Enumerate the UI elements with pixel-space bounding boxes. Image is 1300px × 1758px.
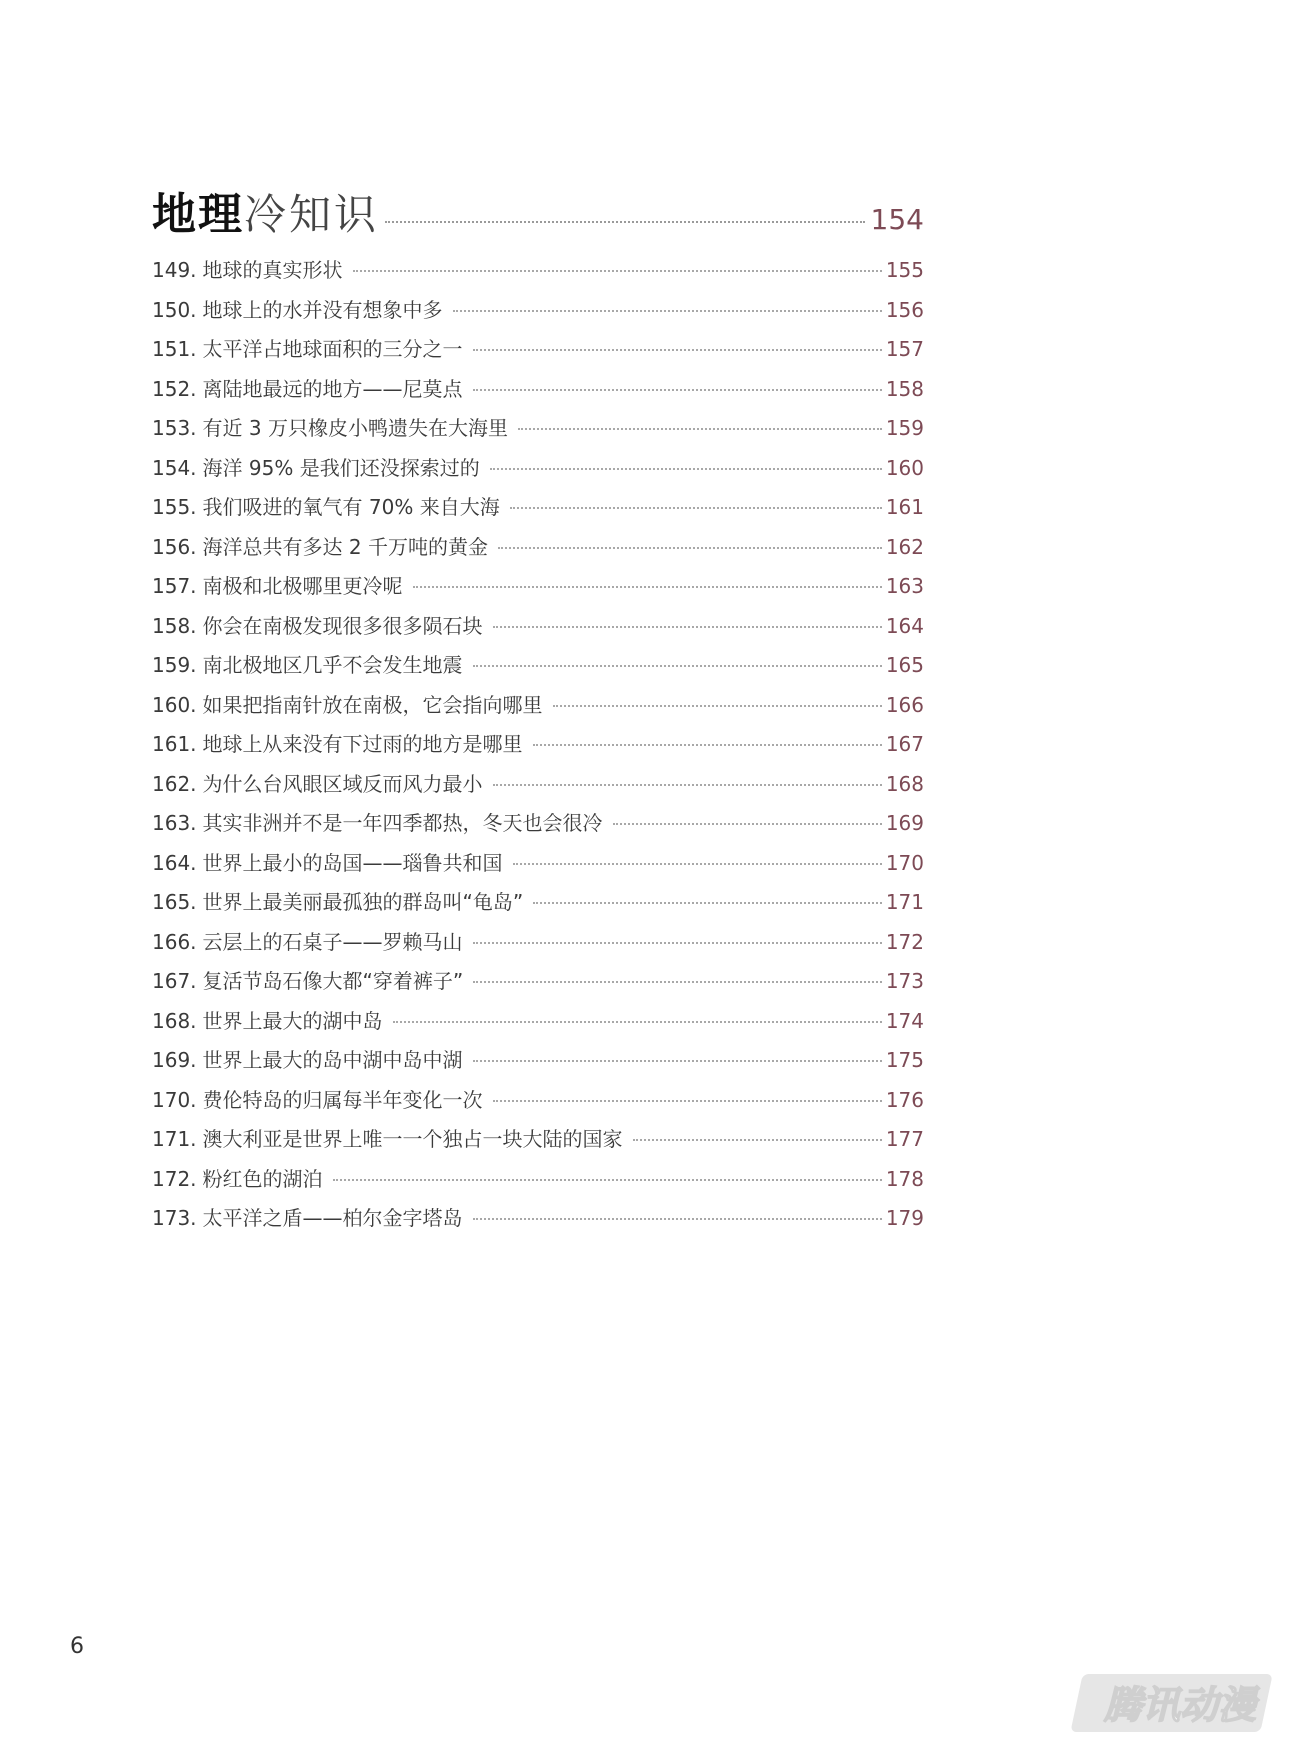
toc-entry[interactable] <box>152 373 924 413</box>
toc-entry[interactable] <box>152 1123 924 1163</box>
toc-entry-number: 166. <box>152 929 197 954</box>
toc-entry[interactable] <box>152 570 924 610</box>
toc-entry-title: 我们吸进的氧气有 70% 来自大海 <box>202 495 500 519</box>
toc-entry-page: 164 <box>885 613 924 638</box>
dot-leader <box>518 428 882 430</box>
toc-entry-number: 164. <box>152 850 197 875</box>
toc-entry[interactable] <box>152 610 924 650</box>
toc-entry-page: 174 <box>885 1008 924 1033</box>
dot-leader <box>393 1021 882 1023</box>
toc-entry[interactable] <box>152 254 924 294</box>
toc-entry-number: 152. <box>152 376 197 401</box>
toc-entry[interactable] <box>152 728 924 768</box>
section-heading[interactable] <box>152 178 924 240</box>
toc-entry-number: 160. <box>152 692 197 717</box>
toc-entry-page: 159 <box>885 416 924 440</box>
dot-leader <box>493 784 882 786</box>
toc-entry-number: 158. <box>152 613 197 638</box>
toc-entry-number: 167. <box>152 969 197 993</box>
dot-leader <box>473 389 882 391</box>
toc-entry[interactable] <box>152 965 924 1005</box>
toc-entry-title: 南北极地区几乎不会发生地震 <box>202 653 463 677</box>
toc-entry[interactable] <box>152 926 924 966</box>
dot-leader <box>473 1060 882 1062</box>
toc-entry[interactable] <box>152 1084 924 1124</box>
toc-entry-title: 有近 3 万只橡皮小鸭遗失在大海里 <box>202 416 508 440</box>
toc-entry-number: 172. <box>152 1166 197 1191</box>
toc-entry-title: 你会在南极发现很多很多陨石块 <box>202 613 483 638</box>
toc-entry-page: 163 <box>885 574 924 598</box>
dot-leader <box>473 349 882 351</box>
svg-text:腾讯动漫: 腾讯动漫 <box>1103 1683 1257 1727</box>
toc-entry-page: 158 <box>885 376 924 401</box>
dot-leader <box>533 902 882 904</box>
toc-entry-title: 世界上最大的湖中岛 <box>202 1008 383 1033</box>
toc-entry-number: 161. <box>152 732 197 756</box>
toc-entry-number: 170. <box>152 1087 197 1112</box>
toc-entry-number: 155. <box>152 495 197 519</box>
dot-leader <box>513 863 882 865</box>
toc-entry-page: 169 <box>885 811 924 835</box>
toc-entry-number: 153. <box>152 416 197 440</box>
dot-leader <box>553 705 882 707</box>
toc-entry-number: 156. <box>152 534 197 559</box>
toc-entry[interactable] <box>152 649 924 689</box>
toc-entry[interactable] <box>152 1202 924 1242</box>
toc-entry[interactable] <box>152 1005 924 1045</box>
toc-entry-page: 168 <box>885 771 924 796</box>
toc-entry[interactable] <box>152 689 924 729</box>
toc-entry-title: 地球上从来没有下过雨的地方是哪里 <box>202 732 523 756</box>
dot-leader <box>473 1218 882 1220</box>
dot-leader <box>453 310 882 312</box>
toc-entry-page: 167 <box>885 732 924 756</box>
dot-leader <box>473 665 882 667</box>
toc-entry-number: 157. <box>152 574 197 598</box>
toc-entry-number: 168. <box>152 1008 197 1033</box>
toc-entry-title: 海洋 95% 是我们还没探索过的 <box>202 455 480 480</box>
dot-leader <box>473 981 882 983</box>
toc-entry-title: 为什么台风眼区域反而风力最小 <box>202 771 483 796</box>
toc-entry[interactable] <box>152 491 924 531</box>
dot-leader <box>353 270 882 272</box>
dot-leader <box>493 1100 882 1102</box>
dot-leader <box>613 823 882 825</box>
toc-entry-page: 160 <box>885 455 924 480</box>
dot-leader <box>333 1179 882 1181</box>
toc-entry-number: 162. <box>152 771 197 796</box>
toc-entry-page: 165 <box>885 653 924 677</box>
dot-leader <box>510 507 882 509</box>
table-of-contents <box>152 178 924 1242</box>
toc-entry-title: 地球上的水并没有想象中多 <box>202 297 443 322</box>
toc-entry-number: 173. <box>152 1206 197 1230</box>
toc-entry-title: 地球的真实形状 <box>202 258 343 282</box>
toc-entry-number: 169. <box>152 1048 197 1072</box>
toc-entry-title: 世界上最小的岛国——瑙鲁共和国 <box>202 850 503 875</box>
toc-entry[interactable] <box>152 294 924 334</box>
toc-entry[interactable] <box>152 768 924 808</box>
toc-entry-title: 海洋总共有多达 2 千万吨的黄金 <box>202 534 488 559</box>
dot-leader <box>385 221 865 223</box>
section-page-number: 154 <box>870 203 924 236</box>
toc-entry[interactable] <box>152 412 924 452</box>
dot-leader <box>498 547 882 549</box>
toc-entry-title: 南极和北极哪里更冷呢 <box>202 574 403 598</box>
toc-entry[interactable] <box>152 847 924 887</box>
toc-entry-number: 154. <box>152 455 197 480</box>
toc-entry-number: 163. <box>152 811 197 835</box>
toc-entry-title: 太平洋占地球面积的三分之一 <box>202 337 463 361</box>
toc-entry-title: 世界上最大的岛中湖中岛中湖 <box>202 1048 463 1072</box>
toc-entry[interactable] <box>152 1044 924 1084</box>
toc-entry-title: 粉红色的湖泊 <box>202 1166 323 1191</box>
toc-entry-page: 172 <box>885 929 924 954</box>
dot-leader <box>633 1139 882 1141</box>
dot-leader <box>490 468 882 470</box>
toc-entry-number: 171. <box>152 1127 197 1151</box>
toc-entry-number: 165. <box>152 890 197 914</box>
toc-entry[interactable] <box>152 886 924 926</box>
toc-entry-page: 173 <box>885 969 924 993</box>
toc-entry[interactable] <box>152 452 924 492</box>
toc-entry[interactable] <box>152 807 924 847</box>
toc-entry[interactable] <box>152 333 924 373</box>
dot-leader <box>493 626 882 628</box>
dot-leader <box>533 744 882 746</box>
toc-entry-title: 复活节岛石像大都“穿着裤子” <box>202 969 464 993</box>
toc-entry-number: 151. <box>152 337 197 361</box>
toc-entry-page: 177 <box>885 1127 924 1151</box>
page-number: 6 <box>70 1634 84 1659</box>
toc-entry-page: 171 <box>885 890 924 914</box>
toc-entry-page: 175 <box>885 1048 924 1072</box>
dot-leader <box>413 586 882 588</box>
toc-entry-title: 世界上最美丽最孤独的群岛叫“龟岛” <box>202 890 524 914</box>
toc-entry-title: 离陆地最远的地方——尼莫点 <box>202 376 463 401</box>
toc-entry-number: 150. <box>152 297 197 322</box>
toc-entry-title: 澳大利亚是世界上唯一一个独占一块大陆的国家 <box>202 1127 623 1151</box>
toc-entry-title: 其实非洲并不是一年四季都热，冬天也会很冷 <box>202 811 603 835</box>
dot-leader <box>473 942 882 944</box>
toc-entry-number: 159. <box>152 653 197 677</box>
toc-entry-page: 170 <box>885 850 924 875</box>
tencent-comics-watermark-logo <box>1062 1668 1282 1740</box>
toc-entry-page: 166 <box>885 692 924 717</box>
toc-entry-title: 费伦特岛的归属每半年变化一次 <box>202 1087 483 1112</box>
toc-entry-number: 149. <box>152 258 197 282</box>
toc-entry[interactable] <box>152 1163 924 1203</box>
toc-entry-list <box>152 254 924 1242</box>
toc-entry-page: 179 <box>885 1206 924 1230</box>
toc-entry-page: 156 <box>885 297 924 322</box>
section-title-light: 冷知识 <box>244 190 380 239</box>
toc-entry-page: 176 <box>885 1087 924 1112</box>
toc-entry-page: 155 <box>885 258 924 282</box>
toc-entry-title: 太平洋之盾——柏尔金字塔岛 <box>202 1206 463 1230</box>
toc-entry-page: 162 <box>885 534 924 559</box>
toc-entry-title: 如果把指南针放在南极，它会指向哪里 <box>202 692 543 717</box>
toc-entry[interactable] <box>152 531 924 571</box>
toc-entry-page: 178 <box>885 1166 924 1191</box>
section-title-bold: 地理 <box>152 189 244 240</box>
toc-entry-page: 161 <box>885 495 924 519</box>
toc-entry-page: 157 <box>885 337 924 361</box>
toc-entry-title: 云层上的石桌子——罗赖马山 <box>202 929 463 954</box>
